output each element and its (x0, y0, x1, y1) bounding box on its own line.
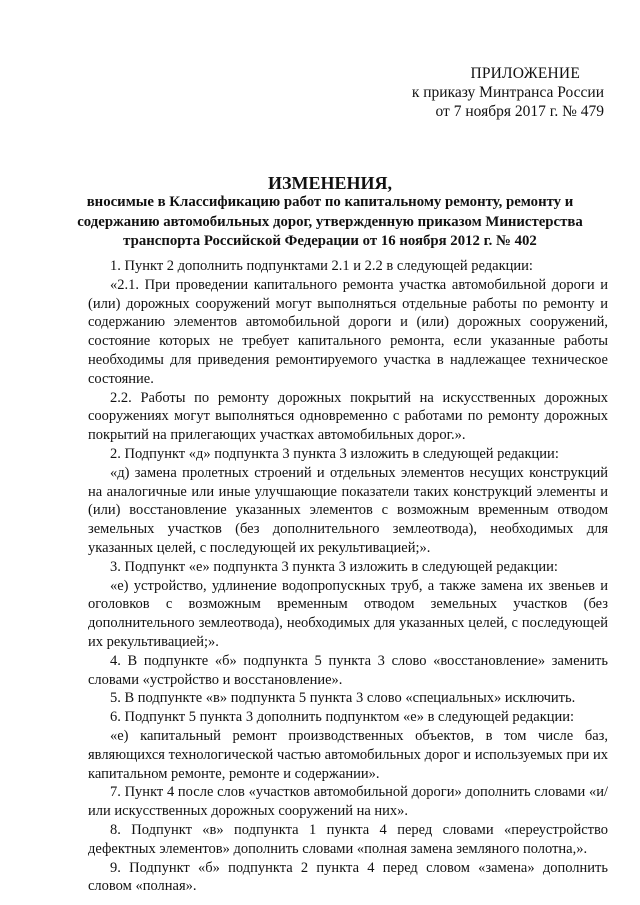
document-subtitle: вносимые в Классификацию работ по капитальному ремонту, ремонту и содержанию автомобильных дорог, утвержденную приказом Министерства транспорта Российской Федерации от 16 ноября 2012 г. № 402 (77, 194, 583, 250)
document-body (88, 257, 608, 896)
appendix-date-line: от 7 ноября 2017 г. № 479 (435, 103, 604, 120)
paragraph-8: 8. Подпункт «в» подпункта 1 пункта 4 перед словами «переустройство дефектных элементов» дополнить словами «полная замена земляного полотна,». (88, 821, 608, 857)
paragraph-9: 9. Подпункт «б» подпункта 2 пункта 4 перед словом «замена» дополнить словом «полная». (88, 859, 608, 895)
appendix-title: ПРИЛОЖЕНИЕ (470, 65, 580, 82)
paragraph-6-e: «е) капитальный ремонт производственных объектов, в том числе баз, являющихся технологической частью автомобильных дорог и используемых при их капитальном ремонте, ремонте и содержании». (88, 727, 608, 782)
paragraph-2-d: «д) замена пролетных строений и отдельных элементов несущих конструкций на аналогичные или иные улучшающие показатели таких конструкций элементы и (или) восстановление указанных элементов с возможным временным отводом земельных участков (без дополнительного землеотвода), необходимых для указанных целей, с последующей их рекультивацией;». (88, 464, 608, 556)
paragraph-7: 7. Пункт 4 после слов «участков автомобильной дороги» дополнить словами «и/или искусственных дорожных сооружений на них». (88, 784, 608, 820)
document-title: ИЗМЕНЕНИЯ, (267, 173, 392, 193)
paragraph-2-1: «2.1. При проведении капитального ремонта участка автомобильной дороги и (или) дорожных сооружений могут выполняться отдельные работы по ремонту и содержанию элементов автомобильной дороги и (или) дорожных сооружений, состояние которых не требует капитального ремонта, если указанные работы необходимы для приведения ремонтируемого участка в надлежащее техническое состояние. (88, 276, 608, 387)
paragraph-3-e: «е) устройство, удлинение водопропускных труб, а также замена их звеньев и оголовков с возможным временным отводом земельных участков (без дополнительного землеотвода), необходимых для указанных целей, с последующей их рекультивацией;». (88, 577, 608, 650)
paragraph-3: 3. Подпункт «е» подпункта 3 пункта 3 изложить в следующей редакции: (110, 558, 558, 575)
paragraph-2-2: 2.2. Работы по ремонту дорожных покрытий на искусственных дорожных сооружениях могут выполняться одновременно с работами по ремонту дорожных покрытий на прилегающих участках автомобильных дорог.». (88, 389, 608, 444)
paragraph-1: 1. Пункт 2 дополнить подпунктами 2.1 и 2.2 в следующей редакции: (110, 258, 533, 274)
appendix-order-line: к приказу Минтранса России (411, 84, 604, 101)
appendix-header (344, 64, 604, 121)
paragraph-6: 6. Подпункт 5 пункта 3 дополнить подпунктом «е» в следующей редакции: (110, 709, 575, 726)
paragraph-4: 4. В подпункте «б» подпункта 5 пункта 3 слово «восстановление» заменить словами «устройство и восстановление». (88, 652, 608, 688)
paragraph-2: 2. Подпункт «д» подпункта 3 пункта 3 изложить в следующей редакции: (110, 445, 559, 462)
paragraph-5: 5. В подпункте «в» подпункта 5 пункта 3 слово «специальных» исключить. (110, 690, 576, 707)
